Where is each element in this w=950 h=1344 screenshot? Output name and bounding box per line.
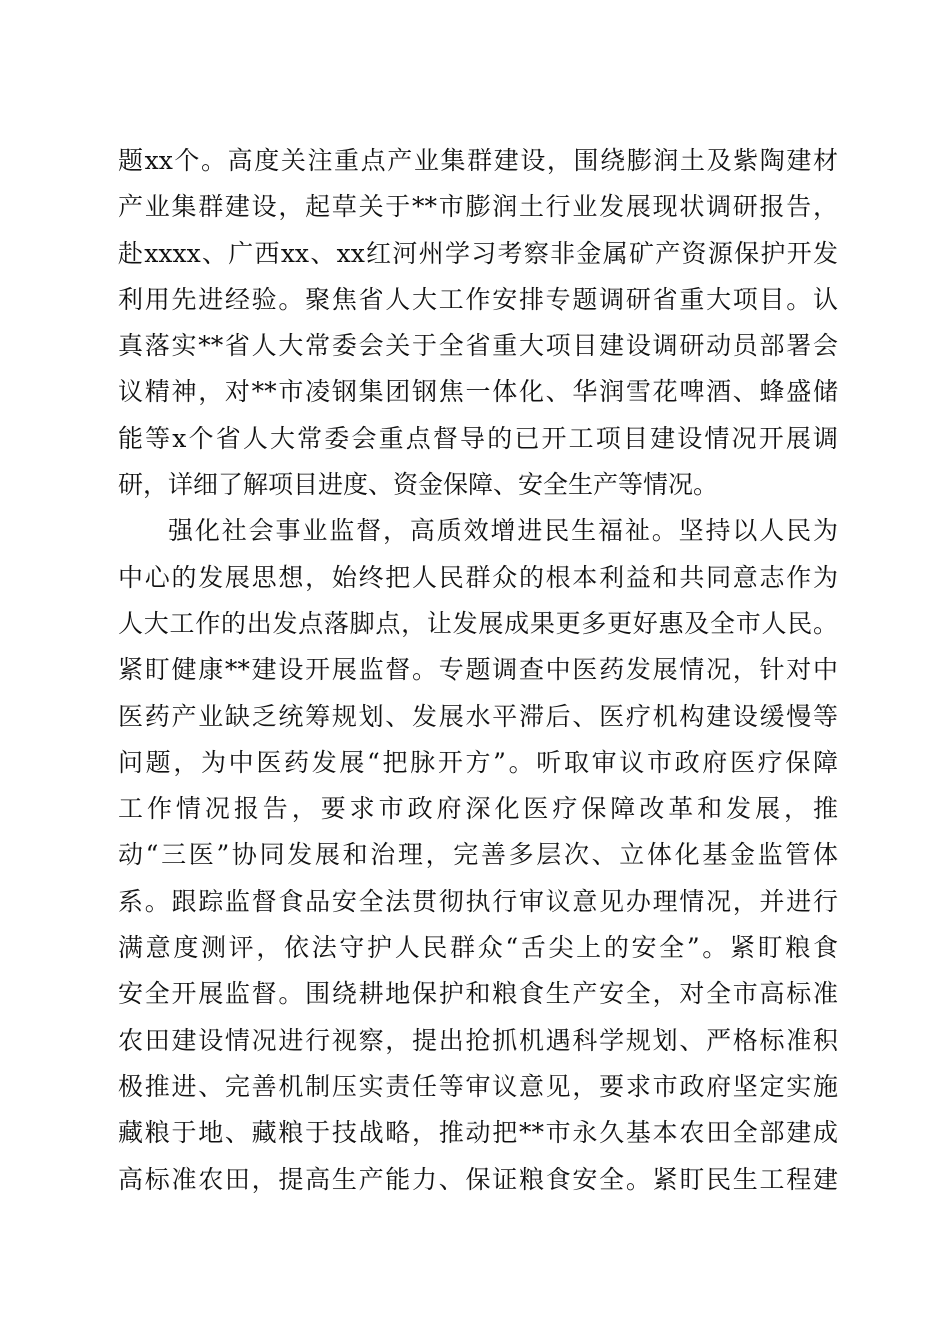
- text-line-paragraph-end: 研，详细了解项目进度、资金保障、安全生产等情况。: [118, 470, 719, 500]
- text-line: 医药产业缺乏统筹规划、发展水平滞后、医疗机构建设缓慢等: [118, 701, 838, 731]
- text-line: 高标准农田，提高生产能力、保证粮食安全。紧盯民生工程建: [118, 1164, 838, 1194]
- text-line: 议精神，对**市凌钢集团钢焦一体化、华润雪花啤酒、蜂盛储: [118, 377, 838, 407]
- text-line: 满意度测评，依法守护人民群众“舌尖上的安全”。紧盯粮食: [118, 933, 838, 963]
- text-line: 农田建设情况进行视察，提出抢抓机遇科学规划、严格标准积: [118, 1025, 838, 1055]
- text-line: 系。跟踪监督食品安全法贯彻执行审议意见办理情况，并进行: [118, 886, 838, 916]
- text-line: 利用先进经验。聚焦省人大工作安排专题调研省重大项目。认: [118, 284, 838, 314]
- text-line: 中心的发展思想，始终把人民群众的根本利益和共同意志作为: [118, 562, 838, 592]
- text-line: 产业集群建设，起草关于**市膨润土行业发展现状调研报告，: [118, 192, 838, 222]
- text-line-paragraph-start: 强化社会事业监督，高质效增进民生福祉。坚持以人民为: [168, 516, 838, 546]
- text-line: 能等x个省人大常委会重点督导的已开工项目建设情况开展调: [118, 423, 838, 453]
- text-line: 赴xxxx、广西xx、xx红河州学习考察非金属矿产资源保护开发: [118, 238, 838, 268]
- body-text: [118, 138, 838, 1203]
- text-line: 安全开展监督。围绕耕地保护和粮食生产安全，对全市高标准: [118, 979, 838, 1009]
- text-line: 紧盯健康**建设开展监督。专题调查中医药发展情况，针对中: [118, 655, 838, 685]
- text-line: 动“三医”协同发展和治理，完善多层次、立体化基金监管体: [118, 840, 838, 870]
- text-line: 极推进、完善机制压实责任等审议意见，要求市政府坚定实施: [118, 1071, 838, 1101]
- text-line: 工作情况报告，要求市政府深化医疗保障改革和发展，推: [118, 794, 838, 824]
- text-line: 藏粮于地、藏粮于技战略，推动把**市永久基本农田全部建成: [118, 1118, 838, 1148]
- text-line: 题xx个。高度关注重点产业集群建设，围绕膨润土及紫陶建材: [118, 146, 838, 175]
- text-line: 真落实**省人大常委会关于全省重大项目建设调研动员部署会: [118, 331, 838, 361]
- text-line: 人大工作的出发点落脚点，让发展成果更多更好惠及全市人民。: [118, 608, 838, 638]
- text-line: 问题，为中医药发展“把脉开方”。听取审议市政府医疗保障: [118, 747, 838, 777]
